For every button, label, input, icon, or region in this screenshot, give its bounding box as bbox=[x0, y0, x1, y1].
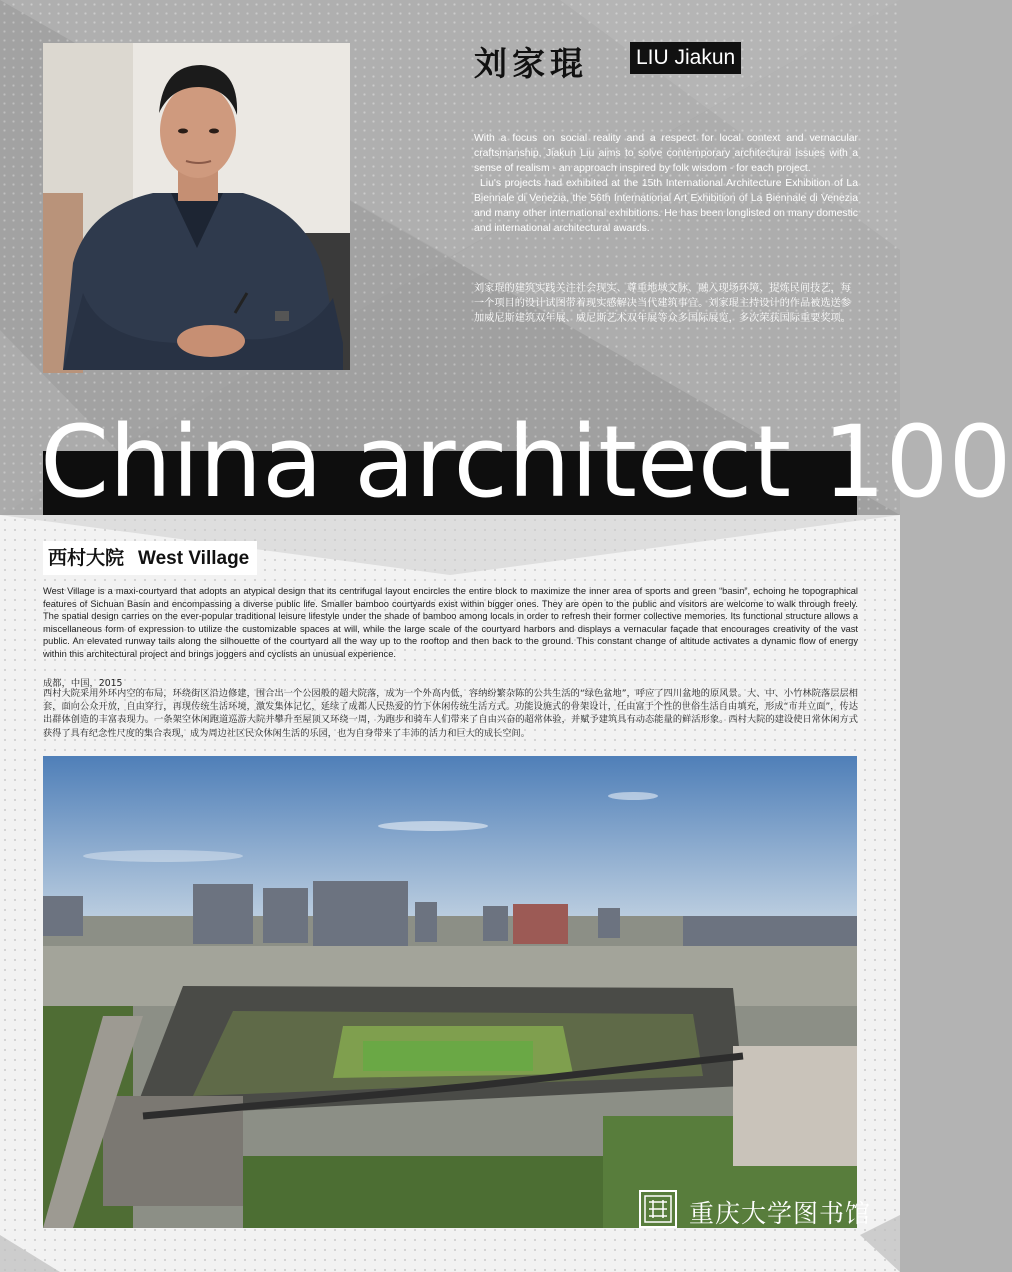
project-description-english: West Village is a maxi-courtyard that adopts an atypical design that its centrifugal layout encircles the entire block to maximize the inner area of sports and green “basin”, echoing he topographical features of Sichuan Basin and encompassing a diverse public life. Smaller bamboo courtyards exist within bigger ones. They are open to the public and visitors are welcome to walk through freely. The spatial design carries on the ever-popular traditional leisure lifestyle under the shade of bamboo among locals in order to refresh their former collective memories. Its functional structure allows a miscellaneous form of expression to utilize the customizable spaces at will, while the large scale of the courtyard harbors and displays a vernacular façade that encourages creativity of the vast public. An elevated runway tails along the silhouette of the courtyard all the way up to the rooftop and then back to the ground. This constant change of altitude activates a dynamic flow of energy within this architectural project and brings joggers and cyclists an unusual experience. bbox=[43, 586, 858, 659]
library-seal-icon bbox=[639, 1190, 677, 1228]
project-title-chinese: 西村大院 bbox=[48, 547, 125, 569]
architect-portrait bbox=[43, 43, 350, 370]
project-aerial-photo bbox=[43, 756, 857, 1228]
project-title-english: West Village bbox=[138, 548, 250, 569]
banner-title: China architect 100 bbox=[40, 405, 1012, 520]
architect-name-english: LIU Jiakun bbox=[630, 42, 741, 74]
bio-paragraph: With a focus on social reality and a respect for local context and vernacular craftsmanship, Jiakun Liu aims to solve contemporary architectural issues with a sense of realism - an approach inspired by folk wisdom - for each project. bbox=[474, 133, 858, 174]
architect-bio-english bbox=[474, 131, 858, 236]
library-name: 重庆大学图书馆 bbox=[689, 1199, 872, 1228]
project-description-chinese: 西村大院采用外环内空的布局，环绕街区沿边修建，围合出一个公园般的超大院落，成为一个外高内低，容纳纷繁杂陈的公共生活的“绿色盆地”，呼应了四川盆地的原风景。大、中、小竹林院落层层相套，面向公众开放，自由穿行，再现传统生活环境，激发集体记忆，延续了成都人民热爱的竹下休闲传统生活方式。功能设施式的骨架设计，任由富于个性的世俗生活自由填充，形成“市井立面”，传达出群体创造的丰富表现力。一条架空休闲跑道巡游大院并攀升至屋顶又环绕一周，为跑步和骑车人们带来了自由兴奋的超常体验，并赋予建筑具有动态能量的鲜活形象。西村大院的建设使日常休闲方式获得了具有纪念性尺度的集合表现，成为周边社区民众休闲生活的乐园，也为自身带来了丰沛的活力和巨大的成长空间。 bbox=[43, 688, 858, 739]
project-location: 成都，中国，2015 bbox=[43, 678, 123, 689]
architect-name-chinese: 刘家琨 bbox=[474, 44, 588, 83]
project-title bbox=[43, 541, 257, 575]
architect-bio-chinese: 刘家琨的建筑实践关注社会现实、尊重地域文脉、融入现场环境、提炼民间技艺，每一个项目的设计试图带着现实感解决当代建筑事宜。刘家琨主持设计的作品被选送参加威尼斯建筑双年展、威尼斯艺术双年展等众多国际展览，多次荣获国际重要奖项。 bbox=[474, 283, 851, 324]
bio-paragraph: Liu's projects had exhibited at the 15th International Architecture Exhibition of La Biennale di Venezia, the 56th International Art Exhibition of La Biennale di Venezia and many other international exhibitions. He has been longlisted on many domestic and international architectural awards. bbox=[474, 178, 858, 234]
